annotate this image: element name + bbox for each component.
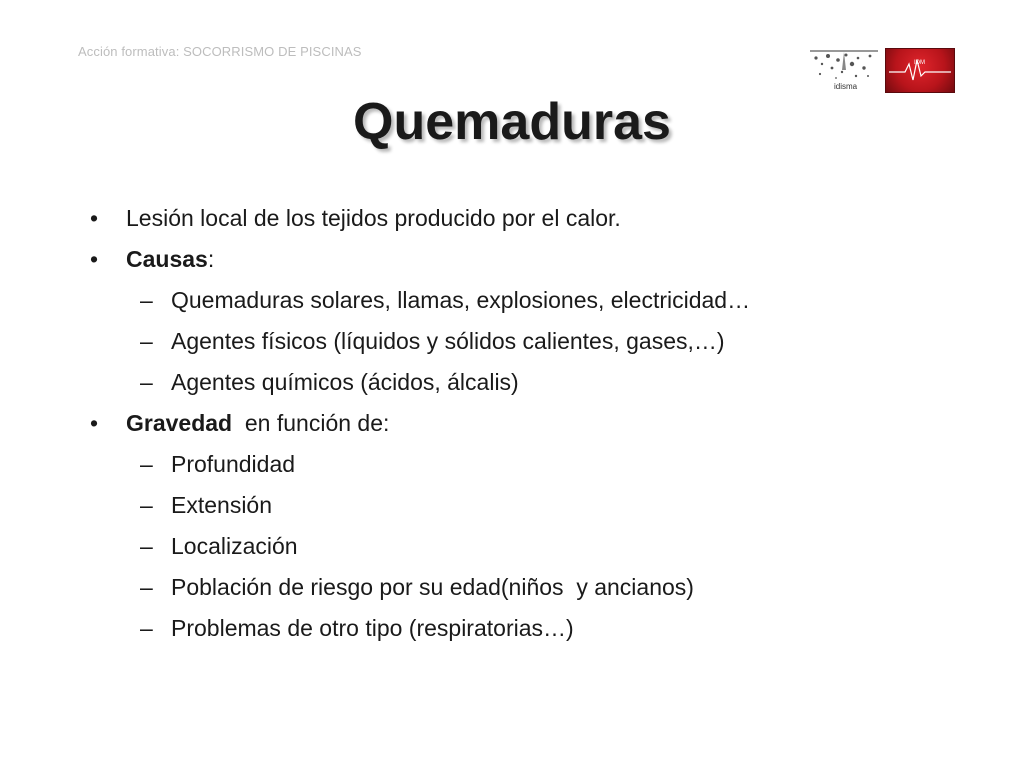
list-subitem [84, 321, 964, 362]
idisma-logo [808, 46, 880, 94]
list-subitem-text: Localización [171, 533, 298, 559]
dash-marker: – [140, 451, 153, 477]
list-subitem-text: Profundidad [171, 451, 296, 477]
list-subitem [84, 485, 964, 526]
idm-logo-caption: IDM [914, 60, 925, 66]
list-item-rest: : [207, 246, 215, 272]
dash-marker: – [140, 328, 153, 354]
bullet-marker: • [90, 410, 99, 436]
bullet-marker: • [90, 246, 99, 272]
bullet-marker: • [90, 205, 99, 231]
heartbeat-icon [885, 48, 955, 93]
list-item [84, 198, 964, 239]
list-subitem [84, 526, 964, 567]
list-subitem [84, 608, 964, 649]
idm-logo [885, 48, 955, 93]
dash-marker: – [140, 369, 153, 395]
splash-icon [808, 46, 880, 86]
slide-title: Quemaduras [353, 93, 671, 151]
list-item-rest: en función de: [232, 410, 390, 436]
dash-marker: – [140, 492, 153, 518]
bullet-list [84, 198, 964, 649]
list-item [84, 403, 964, 444]
list-subitem [84, 362, 964, 403]
list-subitem-text: Extensión [171, 492, 273, 518]
list-subitem-text: Quemaduras solares, llamas, explosiones, electricidad… [171, 287, 751, 313]
list-subitem-text: Agentes químicos (ácidos, álcalis) [171, 369, 519, 395]
list-subitem-text: Agentes físicos (líquidos y sólidos calientes, gases,…) [171, 328, 725, 354]
list-subitem [84, 444, 964, 485]
list-subitem [84, 567, 964, 608]
list-item-text [126, 239, 214, 280]
dash-marker: – [140, 574, 153, 600]
list-item-bold: Gravedad [126, 410, 233, 436]
idisma-logo-caption: idisma [834, 82, 858, 91]
dash-marker: – [140, 533, 153, 559]
dash-marker: – [140, 615, 153, 641]
list-item-bold: Causas [126, 246, 208, 272]
list-subitem-text: Problemas de otro tipo (respiratorias…) [171, 615, 574, 641]
course-header-note: Acción formativa: SOCORRISMO DE PISCINAS [78, 44, 362, 59]
list-item-text: Lesión local de los tejidos producido por el calor. [126, 205, 621, 231]
dash-marker: – [140, 287, 153, 313]
list-item-text [126, 403, 389, 444]
list-subitem [84, 280, 964, 321]
list-subitem-text: Población de riesgo por su edad(niños y ancianos) [171, 574, 694, 600]
list-item [84, 239, 964, 280]
